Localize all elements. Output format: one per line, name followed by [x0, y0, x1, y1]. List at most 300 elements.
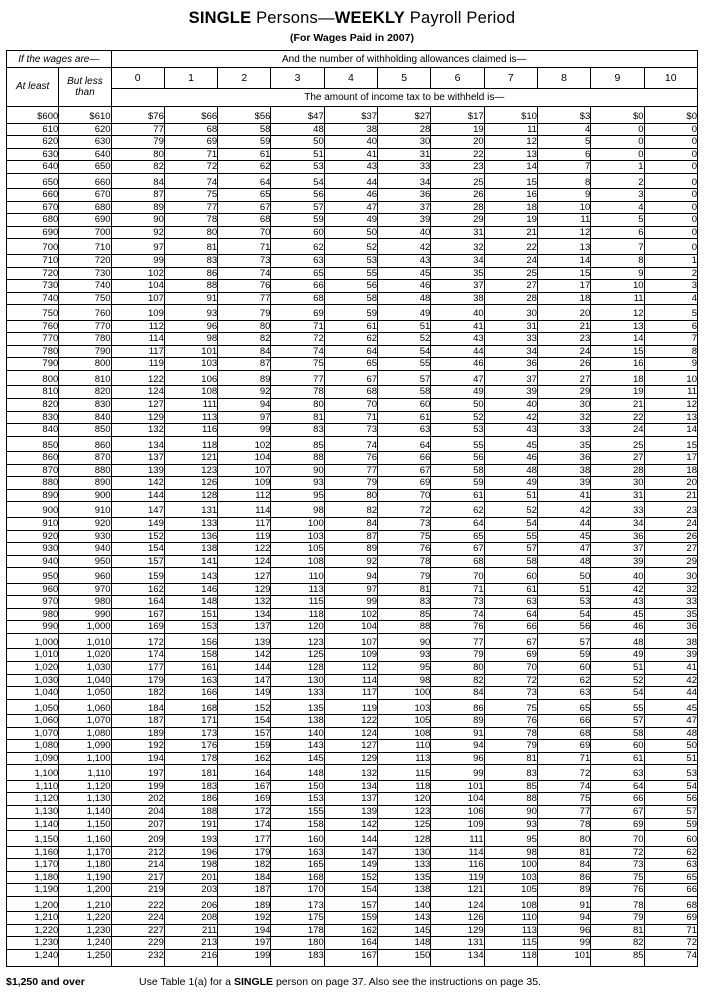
- table-row: [7, 136, 698, 149]
- cell-allowance-0: 109: [111, 305, 164, 321]
- cell-but-less-than: $610: [59, 107, 111, 124]
- cell-at-least: 1,200: [7, 896, 59, 912]
- table-row: [7, 370, 698, 386]
- cell-allowance-10: 59: [644, 818, 697, 831]
- cell-allowance-7: 31: [484, 320, 537, 333]
- cell-allowance-6: 34: [431, 255, 484, 268]
- cell-allowance-0: 92: [111, 226, 164, 239]
- cell-allowance-10: 6: [644, 320, 697, 333]
- cell-allowance-6: 28: [431, 201, 484, 214]
- cell-allowance-9: 78: [591, 896, 644, 912]
- cell-but-less-than: 940: [59, 543, 111, 556]
- cell-allowance-9: 52: [591, 674, 644, 687]
- cell-allowance-6: 65: [431, 530, 484, 543]
- table-row: [7, 345, 698, 358]
- cell-allowance-4: 43: [324, 161, 377, 174]
- cell-allowance-0: 152: [111, 530, 164, 543]
- cell-allowance-10: 4: [644, 292, 697, 305]
- cell-allowance-2: 194: [218, 924, 271, 937]
- cell-but-less-than: 1,210: [59, 896, 111, 912]
- col-header-8: 8: [537, 68, 590, 89]
- col-header-2: 2: [218, 68, 271, 89]
- cell-allowance-4: 87: [324, 530, 377, 543]
- cell-allowance-10: 0: [644, 189, 697, 202]
- cell-allowance-4: 142: [324, 818, 377, 831]
- cell-allowance-2: 174: [218, 818, 271, 831]
- cell-allowance-5: 58: [378, 386, 431, 399]
- cell-allowance-4: 80: [324, 489, 377, 502]
- cell-allowance-5: 123: [378, 805, 431, 818]
- cell-allowance-10: 30: [644, 568, 697, 584]
- cell-allowance-2: 177: [218, 831, 271, 847]
- cell-allowance-2: 82: [218, 333, 271, 346]
- cell-allowance-5: 72: [378, 502, 431, 518]
- cell-allowance-2: 159: [218, 740, 271, 753]
- cell-allowance-10: 0: [644, 201, 697, 214]
- cell-allowance-1: 113: [164, 411, 217, 424]
- cell-allowance-8: 86: [537, 871, 590, 884]
- table-row: [7, 239, 698, 255]
- cell-but-less-than: 1,230: [59, 924, 111, 937]
- cell-allowance-8: 60: [537, 661, 590, 674]
- cell-allowance-2: 129: [218, 583, 271, 596]
- cell-but-less-than: 980: [59, 596, 111, 609]
- cell-at-least: 920: [7, 530, 59, 543]
- cell-at-least: 1,010: [7, 649, 59, 662]
- cell-allowance-3: 130: [271, 674, 324, 687]
- cell-allowance-6: 134: [431, 950, 484, 967]
- table-row: [7, 871, 698, 884]
- cell-allowance-9: 64: [591, 780, 644, 793]
- cell-allowance-4: 74: [324, 436, 377, 452]
- cell-allowance-5: 67: [378, 464, 431, 477]
- cell-allowance-6: 47: [431, 370, 484, 386]
- table-row: [7, 502, 698, 518]
- cell-allowance-5: 37: [378, 201, 431, 214]
- cell-at-least: 820: [7, 399, 59, 412]
- cell-allowance-3: 93: [271, 477, 324, 490]
- cell-at-least: 900: [7, 502, 59, 518]
- cell-allowance-1: 98: [164, 333, 217, 346]
- cell-allowance-0: 129: [111, 411, 164, 424]
- cell-allowance-9: 85: [591, 950, 644, 967]
- cell-allowance-8: 78: [537, 818, 590, 831]
- cell-allowance-5: 40: [378, 226, 431, 239]
- cell-allowance-5: 103: [378, 699, 431, 715]
- cell-allowance-0: 169: [111, 621, 164, 634]
- cell-allowance-1: 96: [164, 320, 217, 333]
- cell-allowance-10: 0: [644, 148, 697, 161]
- cell-allowance-0: 217: [111, 871, 164, 884]
- cell-allowance-1: 201: [164, 871, 217, 884]
- cell-allowance-9: 48: [591, 633, 644, 649]
- cell-allowance-5: 113: [378, 752, 431, 765]
- cell-allowance-1: 106: [164, 370, 217, 386]
- cell-but-less-than: 990: [59, 608, 111, 621]
- table-row: [7, 818, 698, 831]
- cell-allowance-4: 134: [324, 780, 377, 793]
- cell-allowance-1: 161: [164, 661, 217, 674]
- cell-allowance-3: 153: [271, 793, 324, 806]
- cell-allowance-5: 100: [378, 687, 431, 700]
- cell-allowance-4: 40: [324, 136, 377, 149]
- table-row: [7, 649, 698, 662]
- cell-allowance-0: 197: [111, 765, 164, 781]
- cell-allowance-3: 57: [271, 201, 324, 214]
- cell-allowance-6: 52: [431, 411, 484, 424]
- col-header-9: 9: [591, 68, 644, 89]
- cell-allowance-8: $3: [537, 107, 590, 124]
- cell-allowance-9: 34: [591, 517, 644, 530]
- cell-allowance-6: 29: [431, 214, 484, 227]
- cell-allowance-7: 83: [484, 765, 537, 781]
- cell-allowance-3: 123: [271, 633, 324, 649]
- cell-allowance-0: 222: [111, 896, 164, 912]
- cell-allowance-10: 0: [644, 214, 697, 227]
- cell-allowance-5: 34: [378, 173, 431, 189]
- table-row: [7, 846, 698, 859]
- cell-allowance-8: 42: [537, 502, 590, 518]
- cell-allowance-5: 88: [378, 621, 431, 634]
- cell-allowance-5: 55: [378, 358, 431, 371]
- cell-allowance-1: 75: [164, 189, 217, 202]
- table-body: [7, 107, 698, 967]
- cell-allowance-2: 89: [218, 370, 271, 386]
- cell-allowance-2: 99: [218, 424, 271, 437]
- cell-allowance-9: 28: [591, 464, 644, 477]
- cell-but-less-than: 1,090: [59, 740, 111, 753]
- cell-allowance-1: 74: [164, 173, 217, 189]
- cell-allowance-2: 80: [218, 320, 271, 333]
- cell-but-less-than: 1,220: [59, 912, 111, 925]
- cell-but-less-than: 1,200: [59, 884, 111, 897]
- cell-at-least: $600: [7, 107, 59, 124]
- cell-allowance-9: 72: [591, 846, 644, 859]
- cell-allowance-7: 118: [484, 950, 537, 967]
- cell-allowance-9: 2: [591, 173, 644, 189]
- cell-allowance-7: 24: [484, 255, 537, 268]
- cell-allowance-3: 170: [271, 884, 324, 897]
- cell-allowance-2: 87: [218, 358, 271, 371]
- cell-but-less-than: 890: [59, 477, 111, 490]
- cell-allowance-4: 117: [324, 687, 377, 700]
- footer-instruction-pre: Use Table 1(a) for a: [139, 975, 234, 988]
- cell-allowance-9: 63: [591, 765, 644, 781]
- cell-allowance-0: 162: [111, 583, 164, 596]
- col-header-1: 1: [164, 68, 217, 89]
- wages-header: If the wages are—: [7, 51, 112, 68]
- cell-allowance-4: 71: [324, 411, 377, 424]
- cell-allowance-6: 23: [431, 161, 484, 174]
- cell-allowance-7: 21: [484, 226, 537, 239]
- cell-but-less-than: 700: [59, 226, 111, 239]
- cell-allowance-3: 80: [271, 399, 324, 412]
- cell-allowance-7: 49: [484, 477, 537, 490]
- cell-allowance-8: 72: [537, 765, 590, 781]
- footer-instruction-single: SINGLE: [233, 975, 274, 988]
- cell-at-least: 1,130: [7, 805, 59, 818]
- cell-allowance-6: 114: [431, 846, 484, 859]
- cell-at-least: 960: [7, 583, 59, 596]
- table-row: [7, 859, 698, 872]
- cell-allowance-4: 62: [324, 333, 377, 346]
- cell-allowance-2: 70: [218, 226, 271, 239]
- cell-allowance-3: 59: [271, 214, 324, 227]
- cell-allowance-8: 89: [537, 884, 590, 897]
- cell-allowance-9: 31: [591, 489, 644, 502]
- cell-allowance-1: 173: [164, 727, 217, 740]
- cell-allowance-6: 79: [431, 649, 484, 662]
- cell-allowance-9: 60: [591, 740, 644, 753]
- cell-allowance-8: 81: [537, 846, 590, 859]
- cell-allowance-3: 95: [271, 489, 324, 502]
- cell-allowance-2: 68: [218, 214, 271, 227]
- cell-allowance-1: 163: [164, 674, 217, 687]
- cell-allowance-10: 15: [644, 436, 697, 452]
- allowances-header: And the number of withholding allowances claimed is—: [111, 51, 697, 68]
- cell-at-least: 780: [7, 345, 59, 358]
- cell-allowance-5: 57: [378, 370, 431, 386]
- cell-allowance-7: 27: [484, 280, 537, 293]
- cell-at-least: 1,160: [7, 846, 59, 859]
- cell-allowance-3: 118: [271, 608, 324, 621]
- cell-allowance-2: 112: [218, 489, 271, 502]
- cell-but-less-than: 1,070: [59, 715, 111, 728]
- cell-allowance-4: 89: [324, 543, 377, 556]
- cell-allowance-4: 159: [324, 912, 377, 925]
- cell-allowance-1: 72: [164, 161, 217, 174]
- cell-allowance-1: 81: [164, 239, 217, 255]
- cell-allowance-4: 84: [324, 517, 377, 530]
- cell-allowance-10: 68: [644, 896, 697, 912]
- cell-allowance-7: 11: [484, 123, 537, 136]
- cell-allowance-4: 129: [324, 752, 377, 765]
- cell-allowance-7: 14: [484, 161, 537, 174]
- cell-at-least: 770: [7, 333, 59, 346]
- cell-allowance-6: 58: [431, 464, 484, 477]
- cell-allowance-10: 44: [644, 687, 697, 700]
- cell-allowance-5: 133: [378, 859, 431, 872]
- cell-allowance-5: 42: [378, 239, 431, 255]
- cell-allowance-7: 43: [484, 424, 537, 437]
- cell-allowance-8: 38: [537, 464, 590, 477]
- cell-allowance-7: 95: [484, 831, 537, 847]
- cell-but-less-than: 1,130: [59, 793, 111, 806]
- cell-allowance-8: 54: [537, 608, 590, 621]
- cell-allowance-4: 102: [324, 608, 377, 621]
- cell-at-least: 800: [7, 370, 59, 386]
- cell-allowance-9: 66: [591, 793, 644, 806]
- cell-allowance-10: 14: [644, 424, 697, 437]
- cell-allowance-4: 59: [324, 305, 377, 321]
- cell-allowance-7: 108: [484, 896, 537, 912]
- cell-allowance-8: 24: [537, 345, 590, 358]
- cell-allowance-5: 79: [378, 568, 431, 584]
- cell-allowance-4: 107: [324, 633, 377, 649]
- cell-at-least: 1,000: [7, 633, 59, 649]
- cell-allowance-5: 66: [378, 452, 431, 465]
- cell-allowance-5: 128: [378, 831, 431, 847]
- cell-at-least: 740: [7, 292, 59, 305]
- cell-allowance-5: 120: [378, 793, 431, 806]
- cell-allowance-2: 124: [218, 555, 271, 568]
- cell-allowance-8: 9: [537, 189, 590, 202]
- cell-allowance-10: 50: [644, 740, 697, 753]
- cell-allowance-1: 103: [164, 358, 217, 371]
- cell-allowance-5: 54: [378, 345, 431, 358]
- cell-allowance-3: 54: [271, 173, 324, 189]
- cell-allowance-0: 117: [111, 345, 164, 358]
- cell-allowance-4: 64: [324, 345, 377, 358]
- cell-allowance-10: 2: [644, 267, 697, 280]
- cell-allowance-1: 77: [164, 201, 217, 214]
- table-row: [7, 740, 698, 753]
- cell-allowance-10: 13: [644, 411, 697, 424]
- cell-allowance-10: 36: [644, 621, 697, 634]
- cell-allowance-4: 76: [324, 452, 377, 465]
- cell-allowance-9: 12: [591, 305, 644, 321]
- cell-allowance-0: 159: [111, 568, 164, 584]
- cell-allowance-6: 84: [431, 687, 484, 700]
- cell-allowance-0: 219: [111, 884, 164, 897]
- cell-at-least: 1,080: [7, 740, 59, 753]
- cell-but-less-than: 740: [59, 280, 111, 293]
- cell-allowance-10: 17: [644, 452, 697, 465]
- col-header-6: 6: [431, 68, 484, 89]
- table-row: [7, 543, 698, 556]
- cell-allowance-4: 119: [324, 699, 377, 715]
- cell-allowance-7: 70: [484, 661, 537, 674]
- cell-allowance-3: 148: [271, 765, 324, 781]
- cell-allowance-4: 97: [324, 583, 377, 596]
- cell-allowance-6: 80: [431, 661, 484, 674]
- cell-allowance-3: 180: [271, 937, 324, 950]
- cell-allowance-10: 3: [644, 280, 697, 293]
- cell-allowance-6: 22: [431, 148, 484, 161]
- cell-allowance-0: 204: [111, 805, 164, 818]
- cell-allowance-6: 67: [431, 543, 484, 556]
- cell-allowance-5: 31: [378, 148, 431, 161]
- cell-allowance-6: 94: [431, 740, 484, 753]
- cell-allowance-9: 42: [591, 583, 644, 596]
- cell-allowance-7: 52: [484, 502, 537, 518]
- table-row: [7, 305, 698, 321]
- cell-allowance-5: 150: [378, 950, 431, 967]
- cell-allowance-4: 162: [324, 924, 377, 937]
- cell-allowance-1: 211: [164, 924, 217, 937]
- cell-allowance-5: 85: [378, 608, 431, 621]
- cell-but-less-than: 850: [59, 424, 111, 437]
- cell-allowance-1: 158: [164, 649, 217, 662]
- cell-allowance-8: 14: [537, 255, 590, 268]
- cell-allowance-3: 78: [271, 386, 324, 399]
- cell-allowance-8: 44: [537, 517, 590, 530]
- cell-allowance-8: 27: [537, 370, 590, 386]
- cell-allowance-2: 79: [218, 305, 271, 321]
- cell-allowance-3: 140: [271, 727, 324, 740]
- cell-allowance-9: 70: [591, 831, 644, 847]
- cell-but-less-than: 1,100: [59, 752, 111, 765]
- cell-allowance-8: 50: [537, 568, 590, 584]
- cell-allowance-10: 38: [644, 633, 697, 649]
- cell-allowance-3: 150: [271, 780, 324, 793]
- cell-allowance-9: 7: [591, 239, 644, 255]
- cell-allowance-5: 52: [378, 333, 431, 346]
- cell-allowance-1: 78: [164, 214, 217, 227]
- cell-but-less-than: 670: [59, 189, 111, 202]
- cell-at-least: 870: [7, 464, 59, 477]
- cell-allowance-1: 88: [164, 280, 217, 293]
- cell-allowance-6: 50: [431, 399, 484, 412]
- cell-allowance-7: 40: [484, 399, 537, 412]
- cell-allowance-2: 102: [218, 436, 271, 452]
- cell-allowance-1: 148: [164, 596, 217, 609]
- cell-allowance-10: 23: [644, 502, 697, 518]
- cell-at-least: 1,150: [7, 831, 59, 847]
- col-header-5: 5: [378, 68, 431, 89]
- table-row: [7, 436, 698, 452]
- cell-allowance-3: 158: [271, 818, 324, 831]
- table-row: [7, 831, 698, 847]
- cell-allowance-2: 74: [218, 267, 271, 280]
- table-row: [7, 320, 698, 333]
- cell-allowance-1: 203: [164, 884, 217, 897]
- cell-allowance-5: 130: [378, 846, 431, 859]
- cell-allowance-0: 212: [111, 846, 164, 859]
- cell-allowance-4: 82: [324, 502, 377, 518]
- cell-allowance-3: 155: [271, 805, 324, 818]
- cell-allowance-7: 34: [484, 345, 537, 358]
- cell-allowance-5: 140: [378, 896, 431, 912]
- cell-allowance-4: 114: [324, 674, 377, 687]
- cell-allowance-10: 18: [644, 464, 697, 477]
- cell-allowance-10: 45: [644, 699, 697, 715]
- cell-allowance-1: 138: [164, 543, 217, 556]
- cell-allowance-1: 178: [164, 752, 217, 765]
- cell-allowance-9: 75: [591, 871, 644, 884]
- cell-allowance-0: 104: [111, 280, 164, 293]
- cell-allowance-6: 35: [431, 267, 484, 280]
- cell-allowance-4: 167: [324, 950, 377, 967]
- cell-allowance-5: 95: [378, 661, 431, 674]
- cell-allowance-4: 112: [324, 661, 377, 674]
- cell-allowance-3: 108: [271, 555, 324, 568]
- cell-allowance-0: 227: [111, 924, 164, 937]
- cell-allowance-0: 124: [111, 386, 164, 399]
- cell-allowance-0: 144: [111, 489, 164, 502]
- cell-allowance-2: 76: [218, 280, 271, 293]
- footer-instruction: [139, 976, 541, 988]
- cell-allowance-6: 25: [431, 173, 484, 189]
- cell-allowance-8: 26: [537, 358, 590, 371]
- cell-allowance-9: 67: [591, 805, 644, 818]
- cell-allowance-3: 81: [271, 411, 324, 424]
- table-row: [7, 399, 698, 412]
- cell-allowance-2: 67: [218, 201, 271, 214]
- cell-allowance-8: 80: [537, 831, 590, 847]
- cell-allowance-9: 33: [591, 502, 644, 518]
- cell-allowance-0: 102: [111, 267, 164, 280]
- table-row: [7, 280, 698, 293]
- cell-allowance-5: 93: [378, 649, 431, 662]
- cell-allowance-4: 164: [324, 937, 377, 950]
- cell-allowance-6: 49: [431, 386, 484, 399]
- cell-allowance-1: 136: [164, 530, 217, 543]
- cell-allowance-6: 20: [431, 136, 484, 149]
- cell-allowance-1: 183: [164, 780, 217, 793]
- cell-allowance-2: 61: [218, 148, 271, 161]
- cell-allowance-0: 229: [111, 937, 164, 950]
